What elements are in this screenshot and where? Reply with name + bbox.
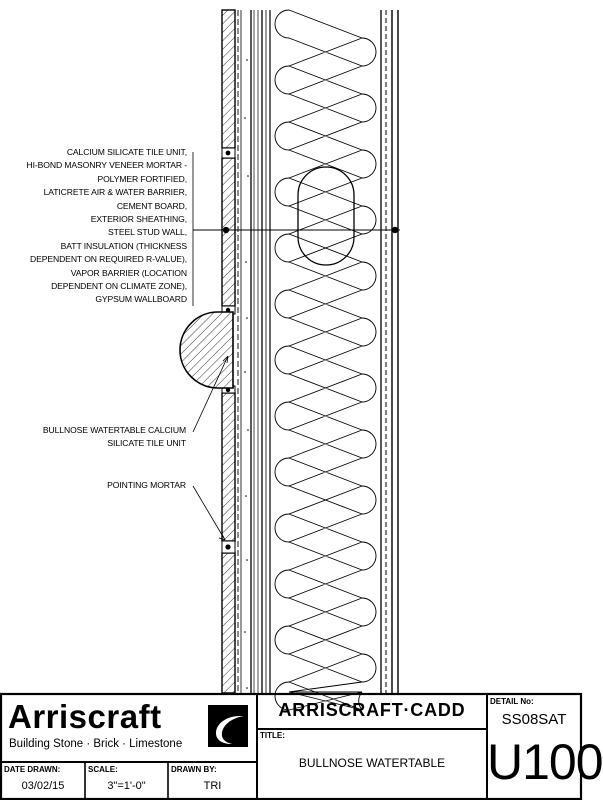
drawing-title: BULLNOSE WATERTABLE [298,756,446,770]
company-name: ARRISCRAFT·CADD [278,700,466,720]
detail-code: SS08SAT [501,711,567,728]
detail-number: U100 [487,734,603,790]
pointing-mortar-callout: POINTING MORTAR [107,480,186,490]
wall-assembly-callout: CALCIUM SILICATE TILE UNIT, HI-BOND MASONRY VENEER MORTAR - POLYMER FORTIFIED, LATICRETE AIR & WATER BARRIER, CEMENT BOARD, EXTERIOR SHEATHING, STEEL STUD WALL, BATT INSULATION (THICKNESS DEPENDENT ON REQUIRED R-VALUE), VAPOR BARRIER (LOCATION DEPENDENT ON CLIMATE ZONE), GYPSUM WALLBOARD [26,147,187,305]
date-value: 03/02/15 [21,780,65,792]
title-label: TITLE: [260,731,285,740]
drawn-by-value: TRI [203,780,222,792]
date-label: DATE DRAWN: [4,765,61,774]
logo-mark-icon [208,705,248,747]
drawn-by-label: DRAWN BY: [171,765,217,774]
detail-no-label: DETAIL No: [490,697,534,706]
logo-name: Arriscraft [8,698,162,735]
bullnose-callout: BULLNOSE WATERTABLE CALCIUM SILICATE TILE UNIT [42,425,186,449]
scale-value: 3"=1'-0" [107,780,146,792]
scale-label: SCALE: [88,765,118,774]
logo-tagline: Building Stone · Brick · Limestone [9,738,183,750]
